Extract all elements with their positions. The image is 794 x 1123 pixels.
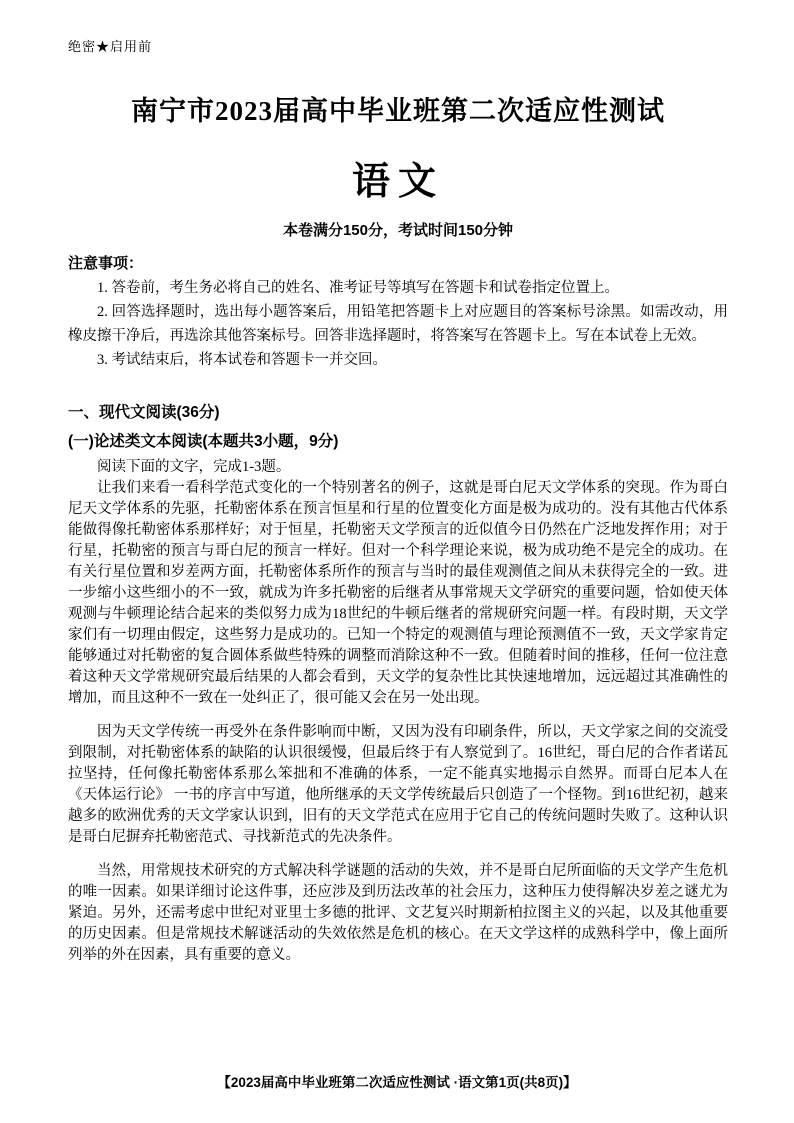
notice-item-3: 3. 考试结束后，将本试卷和答题卡一并交回。 bbox=[97, 352, 387, 368]
passage-paragraph-2: 因为天文学传统一再受外在条件影响而中断，又因为没有印刷条件，所以，天文学家之间的交流受到限制，对托勒密体系的缺陷的认识很缓慢，但最后终于有人察觉到了。16世纪，哥白尼的合作者诺瓦拉坚持，任何像托勒密体系那么笨拙和不准确的体系，一定不能真实地揭示自然界。而哥白尼本人在《天体运行论》 一书的序言中写道，他所继承的天文学传统最后只创造了一个怪物。到16世纪初，越来越多的欧洲优秀的天文学家认识到，旧有的天文学范式在应用于它自己的传统问题时失败了。这种认识是哥白尼摒弃托勒密范式、寻找新范式的先决条件。 bbox=[68, 724, 728, 845]
passage-paragraph-1: 让我们来看一看科学范式变化的一个特别著名的例子，这就是哥白尼天文学体系的突现。作为哥白尼天文学体系的先驱，托勒密体系在预言恒星和行星的位置变化方面是极为成功的。没有其他古代体系能做得像托勒密体系那样好；对于恒星，托勒密天文学预言的近似值今日仍然在广泛地发挥作用；对于行星，托勒密的预言与哥白尼的预言一样好。但对一个科学理论来说，极为成功绝不是完全的成功。在有关行星位置和岁差两方面，托勒密体系所作的预言与当时的最佳观测值之间从未获得完全的一致。进一步缩小这些细小的不一致，就成为许多托勒密的后继者从事常规天文学研究的重要问题，恰如使天体观测与牛顿理论结合起来的类似努力成为18世纪的牛顿后继者的常规研究问题一样。有段时期，天文学家们有一切理由假定，这些努力是成功的。已知一个特定的观测值与理论预测值不一致，天文学家肯定能够通过对托勒密的复合圆体系做些特殊的调整而消除这种不一致。但随着时间的推移，任何一位注意着这种天文学常规研究最后结果的人都会看到，天文学的复杂性比其快速地增加，远远超过其准确性的增加，而且这种不一致在一处纠正了，很可能又会在另一处出现。 bbox=[68, 480, 728, 706]
exam-info-line: 本卷满分150分，考试时间150分钟 bbox=[282, 222, 514, 239]
notice-item-1: 1. 答卷前，考生务必将自己的姓名、准考证号等填写在答题卡和试卷指定位置上。 bbox=[97, 280, 619, 296]
classification-label: 绝密★启用前 bbox=[68, 39, 153, 54]
page-footer: 【2023届高中毕业班第二次适应性测试 ·语文第1页(共8页)】 bbox=[217, 1075, 577, 1090]
passage-paragraph-3: 当然，用常规技术研究的方式解决科学谜题的活动的失效，并不是哥白尼所面临的天文学产生危机的唯一因素。如果详细讨论这件事，还应涉及到历法改革的社会压力，这种压力使得解决岁差之谜尤为紧迫。另外，还需考虑中世纪对亚里士多德的批评、文艺复兴时期新柏拉图主义的兴起，以及其他重要的历史因素。但是常规技术解谜活动的失效依然是危机的核心。在天文学这样的成熟科学中，像上面所列举的外在因素，具有重要的意义。 bbox=[68, 863, 728, 963]
exam-title: 南宁市2023届高中毕业班第二次适应性测试 bbox=[131, 96, 665, 126]
section-heading-modern-reading: 一、现代文阅读(36分) bbox=[68, 404, 220, 421]
subsection-heading-argumentative-text: (一)论述类文本阅读(本题共3小题，9分) bbox=[68, 433, 339, 450]
notice-section bbox=[68, 252, 728, 372]
subject-title: 语文 bbox=[351, 161, 444, 203]
reading-instruction: 阅读下面的文字，完成1-3题。 bbox=[97, 459, 291, 475]
notice-item-2: 2. 回答选择题时，选出每小题答案后，用铅笔把答题卡上对应题目的答案标号涂黑。如需改动，用橡皮擦干净后，再选涂其他答案标号。回答非选择题时，将答案写在答题卡上。写在本试卷上无效。 bbox=[68, 304, 728, 344]
reading-passage bbox=[68, 478, 728, 966]
notice-heading: 注意事项： bbox=[68, 255, 144, 272]
